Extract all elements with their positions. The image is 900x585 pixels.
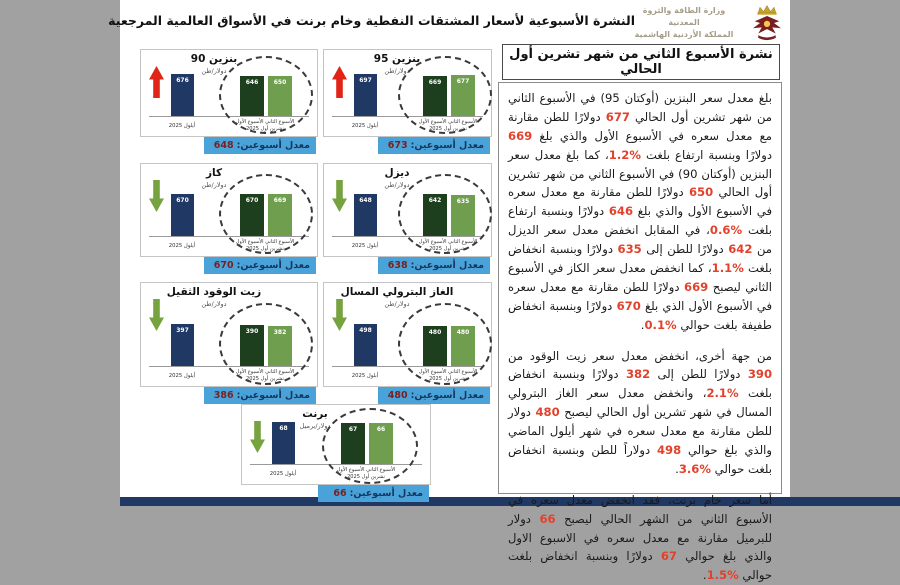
bar-september: [171, 74, 194, 116]
average-label: معدل أسبوعين:: [236, 140, 310, 151]
bulletin-paragraph: من جهة أخرى، انخفض معدل سعر زيت الوقود من 390 دولارًا للطن إلى 382 دولارًا وبنسبة انخفاض بلغت %2.1، وانخفض معدل سعر الغاز البترولي المسال في شهر تشرين أول الحالي ليصبح 480 دولار للطن مقارنة مع معدل سعره في شهر أيلول الماضي والذي بلغ حوالي 498 دولاراً للطن وبنسبة انخفاض بلغت حوالي %3.6.: [508, 348, 773, 476]
bar-label-month: تشرين أول 2025: [429, 376, 467, 382]
average-label: معدل أسبوعين:: [410, 140, 484, 151]
chart-unit: دولار/برميل: [299, 422, 331, 430]
bar-value: 650: [273, 79, 287, 86]
average-label: معدل أسبوعين:: [236, 260, 310, 271]
average-label: معدل أسبوعين:: [236, 390, 310, 401]
bar-value: 648: [359, 197, 372, 204]
chart-title: الغاز البترولي المسال: [340, 286, 454, 298]
chart-title: بنزين 95: [373, 53, 421, 65]
bar-value: 480: [456, 329, 470, 336]
average-label: معدل أسبوعين:: [410, 390, 484, 401]
bulletin-body: [498, 82, 782, 583]
bar-label-weeks: الأسبوع الثاني الأسبوع الأول: [235, 369, 295, 375]
bar-label-month: تشرين أول 2025: [246, 126, 284, 132]
average-value: 386: [213, 390, 234, 401]
chart-title: زيت الوقود الثقيل: [166, 286, 262, 298]
bar-value: 677: [456, 78, 470, 85]
weeks-highlight-circle: [398, 56, 492, 134]
average-value: 638: [387, 260, 408, 271]
bar-label-september: أيلول 2025: [269, 471, 297, 477]
bar-label-month: تشرين أول 2025: [429, 126, 467, 132]
bar-value: 670: [176, 197, 189, 204]
chart-unit: دولار/طن: [384, 300, 410, 308]
two-week-average-banner: [378, 387, 490, 404]
bar-label-september: أيلول 2025: [168, 123, 196, 129]
bar-value: 642: [428, 197, 442, 204]
bar-label-weeks: الأسبوع الثاني الأسبوع الأول: [336, 467, 396, 473]
chart-diesel: [323, 163, 492, 257]
bar-value: 669: [428, 79, 442, 86]
bulletin-paragraph: بلغ معدل سعر البنزين (أوكتان 95) في الأسبوع الثاني من شهر تشرين أول الحالي 677 دولارًا للطن مقارنة مع معدل سعره في الأسبوع الأول والذي بلغ 669 دولارًا وبنسبة ارتفاع بلغت %1.2، كما بلغ معدل سعر البنزين (أوكتان 90) في الأسبوع الثاني من شهر تشرين أول الحالي 650 دولارًا للطن مقارنة مع معدل سعره في الأسبوع الأول والذي بلغ 646 دولارًا وبنسبة ارتفاع بلغت %0.6، في المقابل انخفض معدل سعر الديزل من 642 دولارًا للطن إلى 635 دولارًا وبنسبة انخفاض بلغت %1.1، كما انخفض معدل سعر الكاز في الأسبوع الثاني ليصبح 669 دولارًا للطن مقارنة مع معدل سعره في الأسبوع الأول الذي بلغ 670 دولارًا وبنسبة انخفاض طفيفة بلغت حوالي %0.1.: [508, 91, 773, 332]
average-label: معدل أسبوعين:: [410, 260, 484, 271]
two-week-average-banner: [204, 387, 316, 404]
bar-label-month: تشرين أول 2025: [246, 246, 284, 252]
chart-brent: [241, 404, 431, 485]
bar-value: 635: [456, 198, 470, 205]
chart-title: ديزل: [384, 167, 410, 179]
two-week-average-banner: [378, 137, 490, 154]
average-value: 66: [333, 488, 347, 499]
ministry-logo: [626, 2, 788, 44]
bar-value: 498: [359, 327, 372, 334]
bar-value: 66: [376, 426, 386, 433]
bar-value: 68: [279, 425, 288, 432]
weeks-highlight-circle: [398, 303, 492, 385]
weeks-highlight-circle: [219, 174, 313, 254]
bar-september: [354, 194, 377, 236]
average-value: 480: [387, 390, 408, 401]
ministry-name: [626, 5, 742, 41]
chart-kerosene: [140, 163, 318, 257]
chart-heavy-fuel-oil: [140, 282, 318, 387]
bar-value: 397: [176, 327, 189, 334]
ministry-name-line2: المملكة الأردنية الهاشمية: [634, 30, 734, 39]
chart-unit: دولار/طن: [201, 300, 227, 308]
chart-title: كاز: [205, 167, 223, 179]
bar-value: 646: [245, 79, 259, 86]
bulletin-header: نشرة الأسبوع الثاني من شهر تشرين أول الحالي: [502, 44, 780, 80]
bar-september: [354, 324, 377, 366]
page-title: النشرة الأسبوعية لأسعار المشتقات النفطية وخام برنت في الأسواق العالمية المرجعية: [108, 13, 635, 28]
bar-label-september: أيلول 2025: [351, 243, 379, 249]
chart-unit: دولار/طن: [384, 67, 410, 75]
bar-value: 390: [245, 328, 259, 335]
bulletin-paragraph: أما سعر خام برنت، فقد انخفض معدل سعره في الأسبوع الثاني من الشهر الحالي ليصبح 66 دولار للبرميل مقارنة مع معدل سعره في الاسبوع الاول والذي بلغ حوالي 67 دولارًا وبنسبة انخفاض بلغت حوالي %1.5.: [508, 492, 772, 583]
weeks-highlight-circle: [219, 56, 313, 134]
weeks-highlight-circle: [219, 303, 313, 385]
bar-value: 67: [348, 426, 358, 433]
bar-september: [171, 324, 194, 366]
weeks-highlight-circle: [322, 408, 418, 484]
bar-label-september: أيلول 2025: [168, 373, 196, 379]
bar-label-september: أيلول 2025: [351, 123, 379, 129]
chart-unit: دولار/طن: [201, 181, 227, 189]
two-week-average-banner: [204, 137, 316, 154]
bar-label-weeks: الأسبوع الثاني الأسبوع الأول: [235, 119, 295, 125]
chart-unit: دولار/طن: [384, 181, 410, 189]
two-week-average-banner: [318, 485, 429, 502]
bar-label-weeks: الأسبوع الثاني الأسبوع الأول: [418, 369, 478, 375]
average-value: 670: [213, 260, 234, 271]
chart-benzine-90: [140, 49, 318, 137]
bar-september: [171, 194, 194, 236]
two-week-average-banner: [378, 257, 490, 274]
bar-label-september: أيلول 2025: [168, 243, 196, 249]
bar-label-september: أيلول 2025: [351, 373, 379, 379]
bar-label-weeks: الأسبوع الثاني الأسبوع الأول: [418, 239, 478, 245]
bar-value: 480: [428, 329, 442, 336]
bar-value: 697: [359, 77, 372, 84]
bar-label-month: تشرين أول 2025: [429, 246, 467, 252]
chart-unit: دولار/طن: [201, 67, 227, 75]
two-week-average-banner: [204, 257, 316, 274]
average-value: 673: [387, 140, 408, 151]
bar-value: 670: [245, 197, 259, 204]
bar-value: 382: [273, 329, 287, 336]
bar-label-month: تشرين أول 2025: [246, 376, 284, 382]
chart-benzine-95: [323, 49, 492, 137]
average-label: معدل أسبوعين:: [349, 488, 423, 499]
chart-title: برنت: [302, 408, 328, 420]
bar-label-weeks: الأسبوع الثاني الأسبوع الأول: [235, 239, 295, 245]
weeks-highlight-circle: [398, 174, 492, 254]
bar-label-month: تشرين أول 2025: [347, 474, 385, 480]
bar-value: 669: [273, 197, 287, 204]
ministry-name-line1: وزارة الطاقة والثروة المعدنية: [642, 6, 726, 27]
average-value: 648: [213, 140, 234, 151]
jordan-coat-of-arms-icon: [746, 3, 788, 43]
chart-lpg: [323, 282, 492, 387]
chart-title: بنزين 90: [190, 53, 238, 65]
bar-label-weeks: الأسبوع الثاني الأسبوع الأول: [418, 119, 478, 125]
bar-value: 676: [176, 77, 189, 84]
bar-september: [354, 74, 377, 116]
